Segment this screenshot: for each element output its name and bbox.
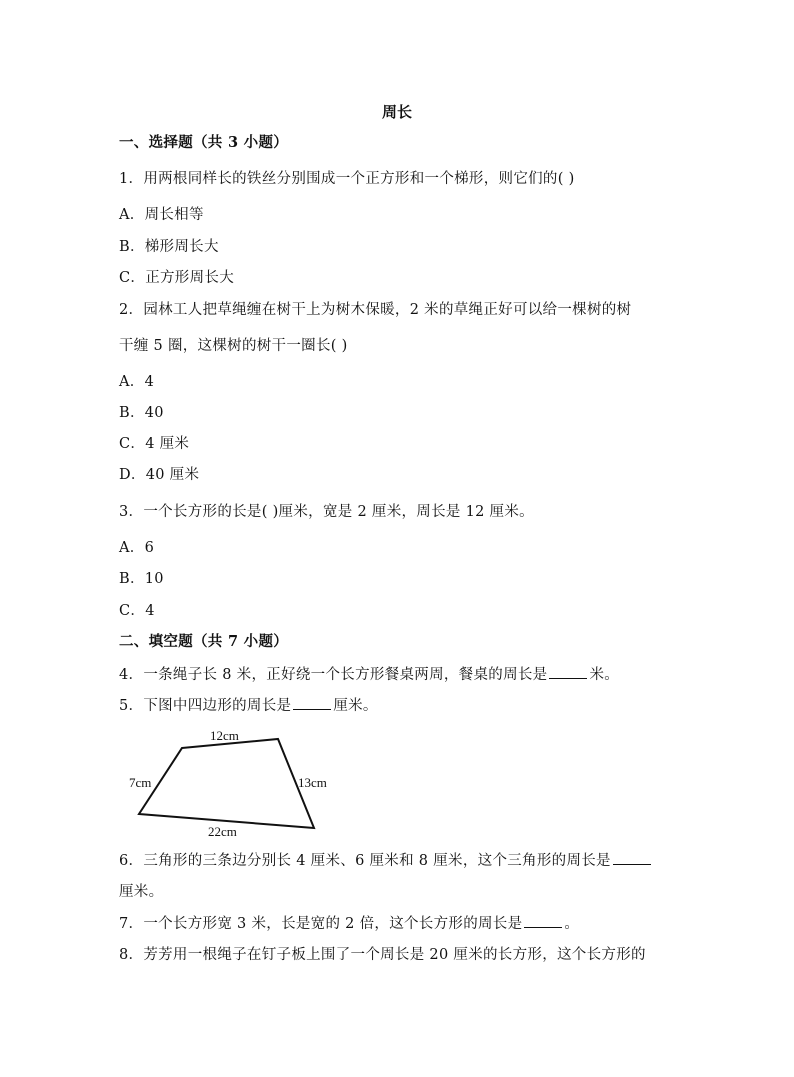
q6-text: 6．三角形的三条边分别长 4 厘米、6 厘米和 8 厘米，这个三角形的周长是 [119,853,611,869]
question-7 [119,913,579,934]
label-bottom-side: 22cm [208,824,237,839]
q5-text-end: 厘米。 [333,698,378,714]
quadrilateral-shape [139,739,314,828]
q1-option-b: B．梯形周长大 [119,239,219,255]
q7-text-end: 。 [564,916,580,932]
answer-blank[interactable] [293,695,331,710]
quadrilateral-figure [126,725,346,840]
answer-blank[interactable] [613,850,651,865]
label-left-side: 7cm [129,775,152,790]
answer-blank[interactable] [524,913,562,928]
question-2-line-1: 2．园林工人把草绳缠在树干上为树木保暖，2 米的草绳正好可以给一棵树的树 [119,302,632,318]
page-title: 周长 [381,103,412,121]
label-right-side: 13cm [298,775,327,790]
q1-option-c: C．正方形周长大 [119,270,234,286]
question-4 [119,664,619,685]
q2-option-a: A．4 [119,374,155,390]
section-heading-fill: 二、填空题（共 7 小题） [119,633,289,650]
q3-option-c: C．4 [119,603,155,619]
q1-option-a: A．周长相等 [119,207,204,223]
q5-text: 5．下图中四边形的周长是 [119,698,292,714]
question-6-line-1 [119,850,653,871]
question-2-line-2: 干缠 5 圈，这棵树的树干一圈长( ) [119,338,348,354]
question-6-line-2: 厘米。 [119,884,164,900]
question-3: 3．一个长方形的长是( )厘米，宽是 2 厘米，周长是 12 厘米。 [119,504,534,520]
question-8: 8．芳芳用一根绳子在钉子板上围了一个周长是 20 厘米的长方形，这个长方形的 [119,947,646,963]
label-top-side: 12cm [210,728,239,743]
q3-option-a: A．6 [119,540,155,556]
section-heading-choice: 一、选择题（共 3 小题） [119,134,289,151]
question-1: 1．用两根同样长的铁丝分别围成一个正方形和一个梯形，则它们的( ) [119,171,575,187]
q4-text: 4．一条绳子长 8 米，正好绕一个长方形餐桌两周，餐桌的周长是 [119,667,548,683]
q2-option-b: B．40 [119,405,164,421]
q4-text-end: 米。 [589,667,620,683]
answer-blank[interactable] [549,664,587,679]
q2-option-d: D．40 厘米 [119,467,200,483]
q2-option-c: C．4 厘米 [119,436,190,452]
question-5 [119,695,378,716]
q3-option-b: B．10 [119,571,164,587]
q7-text: 7．一个长方形宽 3 米，长是宽的 2 倍，这个长方形的周长是 [119,916,523,932]
